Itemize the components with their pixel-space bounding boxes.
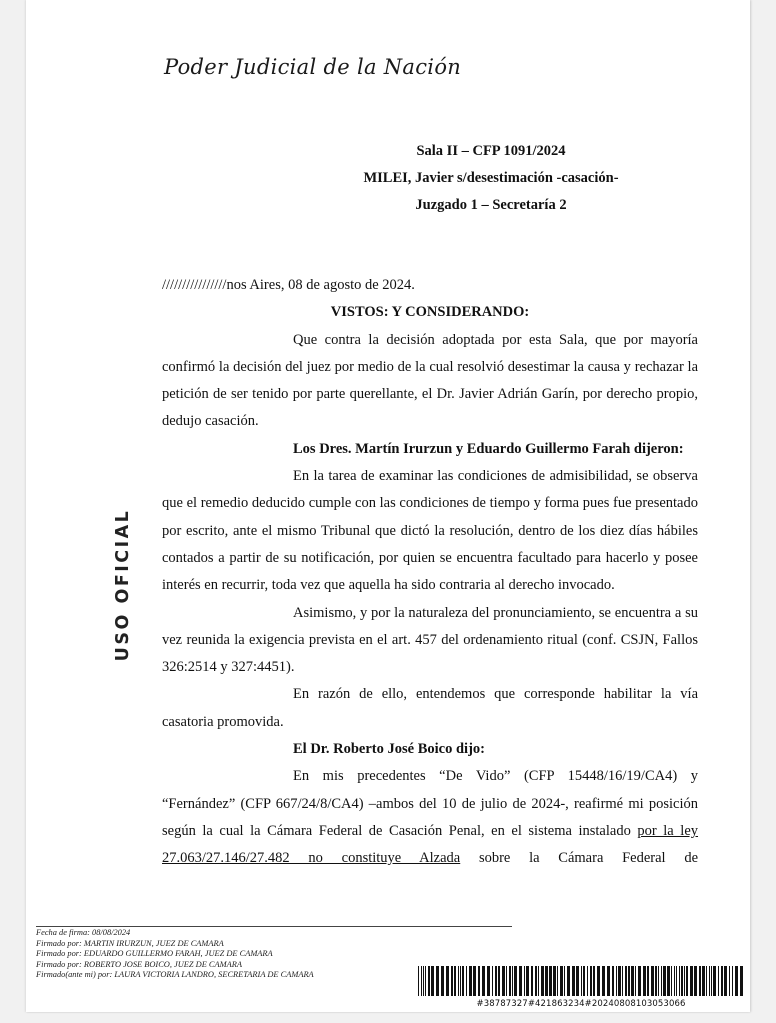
barcode-bar (628, 966, 630, 996)
barcode-bar (538, 966, 539, 996)
barcode-bar (602, 966, 605, 996)
barcode-bar (564, 966, 565, 996)
barcode-bar (557, 966, 558, 996)
case-caption (326, 138, 656, 219)
barcode-bar (492, 966, 493, 996)
barcode-bar (425, 966, 426, 996)
barcode-bar (583, 966, 585, 996)
barcode-bar (658, 966, 659, 996)
barcode-bar (625, 966, 627, 996)
paragraph-2: En la tarea de examinar las condiciones de admisibilidad, se observa que el remedio deducido cumple con las condiciones de tiempo y forma pues fue presentado por escrito, ante el mismo Tribunal que dictó la resolución, dentro de los diez días hábiles contados a partir de su notificación, por quien se encuentra facultado para hacerlo y posee interés en recurrir, toda vez que aquella ha sido contraria al derecho invocado. (162, 468, 698, 594)
barcode-bar (686, 966, 688, 996)
barcode-bar (612, 966, 614, 996)
judges-heading: Los Dres. Martín Irurzun y Eduardo Guillermo Farah dijeron: (293, 440, 684, 457)
barcode-bar (514, 966, 517, 996)
signature-line: Firmado por: MARTIN IRURZUN, JUEZ DE CAMARA (36, 938, 224, 948)
official-use-watermark: USO OFICIAL (113, 508, 133, 662)
barcode-bar (711, 966, 712, 996)
document-barcode (418, 966, 744, 1010)
signature-line: Firmado por: EDUARDO GUILLERMO FARAH, JUEZ DE CAMARA (36, 949, 273, 959)
barcode-bar (462, 966, 464, 996)
barcode-bar (436, 966, 439, 996)
signature-block (36, 928, 456, 981)
paragraph-4: En razón de ello, entendemos que corresponde habilitar la vía casatoria promovida. (162, 686, 698, 730)
barcode-bar (661, 966, 662, 996)
barcode-bar (597, 966, 600, 996)
barcode-bar (560, 966, 563, 996)
barcode-bar (549, 966, 552, 996)
barcode-bar (454, 966, 456, 996)
barcode-bar (423, 966, 424, 996)
barcode-bar (487, 966, 490, 996)
barcode-bar (638, 966, 641, 996)
barcode-bar (684, 966, 685, 996)
barcode-bar (647, 966, 649, 996)
barcode-bar (469, 966, 472, 996)
barcode-bar (482, 966, 485, 996)
signature-date: Fecha de firma: 08/08/2024 (36, 928, 131, 937)
barcode-bar (495, 966, 497, 996)
case-title: MILEI, Javier s/desestimación -casación- (363, 170, 619, 186)
paragraph-5-main: En mis precedentes “De Vido” (CFP 15448/16/19/CA4) y “Fernández” (CFP 667/24/8/CA4) –ambos del 10 de julio de 2024-, reafirmé mi posición según la cual la Cámara Federal de Casación Penal, en el sistema instalado (162, 768, 698, 839)
paragraph-5 (162, 763, 698, 872)
barcode-bar (441, 966, 444, 996)
barcode-bar (466, 966, 467, 996)
barcode-bar (593, 966, 595, 996)
institution-header: Poder Judicial de la Nación (164, 55, 462, 79)
barcode-bar (576, 966, 579, 996)
barcode-bar (663, 966, 666, 996)
judge2-heading: El Dr. Roberto José Boico dijo: (293, 741, 485, 758)
barcode-bar (643, 966, 646, 996)
barcode-bar (674, 966, 675, 996)
barcode-bar (545, 966, 548, 996)
barcode-bar (572, 966, 575, 996)
barcode-bar (458, 966, 459, 996)
barcode-bar (567, 966, 570, 996)
barcode-bar (706, 966, 707, 996)
barcode-bar (524, 966, 525, 996)
barcode-bar (713, 966, 716, 996)
barcode-bar (531, 966, 533, 996)
paragraph-5-tail: sobre la Cámara Federal de (460, 850, 698, 867)
barcode-bar (676, 966, 677, 996)
barcode-bar (418, 966, 419, 996)
barcode-bar (616, 966, 617, 996)
document-page (26, 0, 750, 1012)
barcode-bar (690, 966, 693, 996)
section-heading: VISTOS: Y CONSIDERANDO: (330, 304, 530, 321)
date-line: ////////////////nos Aires, 08 de agosto de 2024. (162, 277, 415, 293)
case-number: Sala II – CFP 1091/2024 (416, 143, 566, 159)
barcode-bar (451, 966, 453, 996)
barcode-bar (541, 966, 544, 996)
barcode-number: #38787327#421863234#20240808103053066 (476, 999, 686, 1009)
barcode-bar (729, 966, 730, 996)
paragraph-3: Asimismo, y por la naturaleza del pronunciamiento, se encuentra a su vez reunida la exigencia prevista en el art. 457 del ordenamiento ritual (conf. CSJN, Fallos 326:2514 y 327:4451). (162, 604, 698, 676)
barcode-bar (732, 966, 733, 996)
barcode-bar (724, 966, 727, 996)
barcode-bar (506, 966, 507, 996)
paragraph-5-underlined: por la ley 27.063/27.146/27.482 no constituye Alzada (162, 822, 699, 867)
signature-line: Firmado por: ROBERTO JOSE BOICO, JUEZ DE CAMARA (36, 959, 242, 969)
footer-divider (36, 926, 512, 927)
barcode-bar (699, 966, 701, 996)
barcode-bar (618, 966, 621, 996)
barcode-bar (581, 966, 582, 996)
paragraph-1: Que contra la decisión adoptada por esta Sala, que por mayoría confirmó la decisión del juez por medio de la cual resolvió desestimar la causa y rechazar la petición de ser tenido por parte querellante, el Dr. Javier Adrián Garín, por derecho propio, dedujo casación. (162, 331, 698, 430)
barcode-bar (721, 966, 723, 996)
barcode-bar (431, 966, 434, 996)
barcode-bar (502, 966, 505, 996)
barcode-bar (709, 966, 710, 996)
barcode-bar (735, 966, 738, 996)
barcode-bar (679, 966, 680, 996)
barcode-bar (535, 966, 537, 996)
barcode-bar (421, 966, 422, 996)
barcode-bar (512, 966, 513, 996)
barcode-bar (473, 966, 476, 996)
barcode-bar (622, 966, 623, 996)
resolution-body (162, 272, 698, 873)
barcode-bar (607, 966, 610, 996)
barcode-bar (526, 966, 529, 996)
barcode-bar (655, 966, 657, 996)
barcode-bar (667, 966, 670, 996)
barcode-bar (590, 966, 592, 996)
barcode-bar (460, 966, 461, 996)
barcode-bars (418, 966, 744, 998)
barcode-bar (509, 966, 511, 996)
barcode-bar (631, 966, 634, 996)
barcode-bar (478, 966, 480, 996)
barcode-bar (519, 966, 522, 996)
barcode-bar (702, 966, 705, 996)
barcode-bar (671, 966, 672, 996)
barcode-bar (635, 966, 636, 996)
signature-line: Firmado(ante mi) por: LAURA VICTORIA LANDRO, SECRETARIA DE CAMARA (36, 970, 314, 980)
barcode-bar (446, 966, 449, 996)
barcode-bar (498, 966, 500, 996)
barcode-bar (651, 966, 654, 996)
barcode-bar (587, 966, 588, 996)
barcode-bar (428, 966, 430, 996)
barcode-bar (718, 966, 719, 996)
barcode-bar (694, 966, 697, 996)
barcode-bar (681, 966, 683, 996)
court-office: Juzgado 1 – Secretaría 2 (415, 197, 567, 213)
barcode-bar (740, 966, 743, 996)
barcode-bar (553, 966, 556, 996)
